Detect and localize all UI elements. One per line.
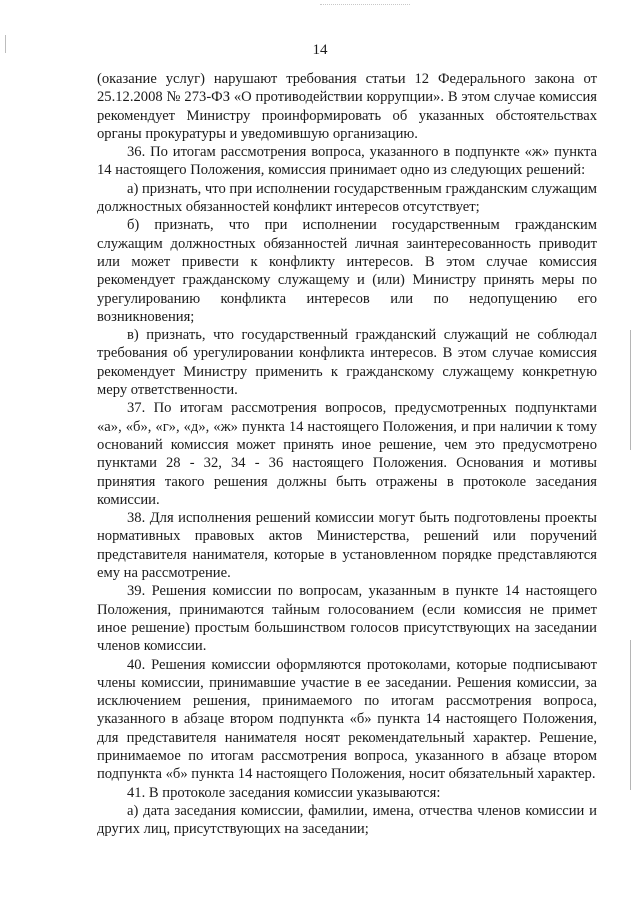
- paragraph-item-37: 37. По итогам рассмотрения вопросов, предусмотренных подпунктами «а», «б», «г», «д», «ж» пункта 14 настоящего Положения, и при наличии к тому оснований комиссия может принять иное решение, чем это предусмотрено пунктами 28 - 32, 34 - 36 настоящего Положения. Основания и мотивы принятия такого решения должны быть отражены в протоколе заседания комиссии.: [97, 400, 597, 508]
- paragraph-item-41: 41. В протоколе заседания комиссии указываются:: [127, 784, 441, 801]
- paragraph-item-38: 38. Для исполнения решений комиссии могут быть подготовлены проекты нормативных правовых актов Министерства, решений или поручений представителя нанимателя, которые в установленном порядке представляются ему на рассмотрение.: [97, 510, 597, 582]
- paragraph-item-36: 36. По итогам рассмотрения вопроса, указанного в подпункте «ж» пункта 14 настоящего Положения, комиссия принимает одно из следующих решений:: [97, 144, 597, 179]
- scan-artifact-right: [630, 330, 631, 450]
- subparagraph-36-a: а) признать, что при исполнении государственным гражданским служащим должностных обязанностей конфликт интересов отсутствует;: [97, 180, 597, 216]
- paragraph-item-40: 40. Решения комиссии оформляются протоколами, которые подписывают члены комиссии, принимавшие участие в ее заседании. Решения комиссии, за исключением решения, принимаемого по итогам рассмотрения вопроса, указанного в абзаце втором подпункта «б» пункта 14 настоящего Положения, для представителя нанимателя носят рекомендательный характер. Решение, принимаемое по итогам рассмотрения вопроса, указанного в абзаце втором подпункта «б» пункта 14 настоящего Положения, носит обязательный характер.: [97, 656, 597, 783]
- paragraph-continuation: (оказание услуг) нарушают требования статьи 12 Федерального закона от 25.12.2008 № 273-ФЗ «О противодействии коррупции». В этом случае комиссия рекомендует Министру проинформировать об указанных обстоятельствах органы прокуратуры и уведомившую организацию.: [97, 71, 597, 142]
- scan-artifact-top: [320, 4, 410, 6]
- document-body: [97, 70, 597, 838]
- subparagraph-41-a: а) дата заседания комиссии, фамилии, имена, отчества членов комиссии и других лиц, присутствующих на заседании;: [97, 802, 597, 838]
- subparagraph-36-v: в) признать, что государственный гражданский служащий не соблюдал требования об урегулировании конфликта интересов. В этом случае комиссия рекомендует Министру применить к гражданскому служащему конкретную меру ответственности.: [97, 327, 597, 399]
- subparagraph-36-b: б) признать, что при исполнении государственным гражданским служащим должностных обязанностей личная заинтересованность приводит или может привести к конфликту интересов. В этом случае комиссия рекомендует гражданскому служащему и (или) Министру принять меры по урегулированию конфликта интересов или по недопущению его возникновения;: [97, 217, 597, 325]
- scan-artifact-right: [630, 640, 631, 790]
- page-number: 14: [312, 42, 328, 58]
- paragraph-item-39: 39. Решения комиссии по вопросам, указанным в пункте 14 настоящего Положения, принимаются тайным голосованием (если комиссия не примет иное решение) простым большинством голосов присутствующих на заседании членов комиссии.: [97, 583, 597, 655]
